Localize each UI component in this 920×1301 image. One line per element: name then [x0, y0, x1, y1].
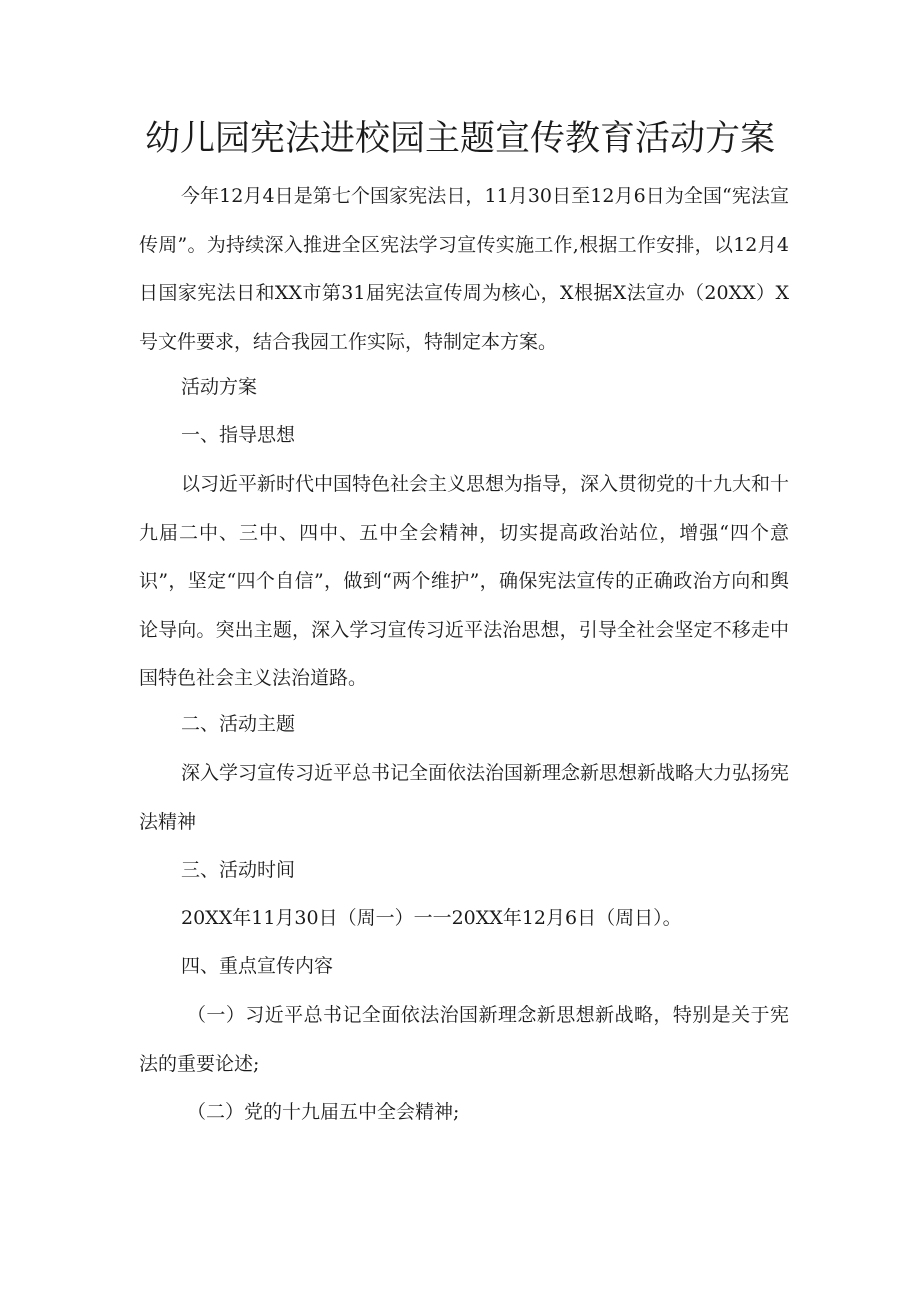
section-4-item-2: （二）党的十九届五中全会精神;	[187, 1101, 460, 1123]
section-3-body: 20XX年11月30日（周一）一一20XX年12月6日（周日）。	[181, 907, 682, 929]
section-1-heading: 一、指导思想	[181, 424, 296, 446]
section-2-body: 深入学习宣传习近平总书记全面依法治国新理念新思想新战略大力弘扬宪法精神	[139, 762, 790, 833]
section-4-item-1: （一）习近平总书记全面依法治国新理念新思想新战略，特别是关于宪法的重要论述;	[139, 1004, 789, 1075]
section-1-body: 以习近平新时代中国特色社会主义思想为指导，深入贯彻党的十九大和十九届二中、三中、四中、五中全会精神，切实提高政治站位，增强“四个意识”，坚定“四个自信”，做到“两个维护”，确保宪法宣传的正确政治方向和舆论导向。突出主题，深入学习宣传习近平法治思想，引导全社会坚定不移走中国特色社会主义法治道路。	[139, 473, 790, 689]
document-title: 幼儿园宪法进校园主题宣传教育活动方案	[144, 119, 775, 159]
plan-heading: 活动方案	[181, 376, 258, 398]
intro-paragraph: 今年12月4日是第七个国家宪法日，11月30日至12月6日为全国“宪法宣传周”。为持续深入推进全区宪法学习宣传实施工作,根据工作安排，以12月4日国家宪法日和XX市第31届宪法宣传周为核心，X根据X法宣办（20XX）X号文件要求，结合我园工作实际，特制定本方案。	[139, 185, 789, 353]
section-4-heading: 四、重点宣传内容	[181, 955, 334, 977]
section-2-heading: 二、活动主题	[181, 713, 296, 735]
section-3-heading: 三、活动时间	[181, 859, 296, 881]
